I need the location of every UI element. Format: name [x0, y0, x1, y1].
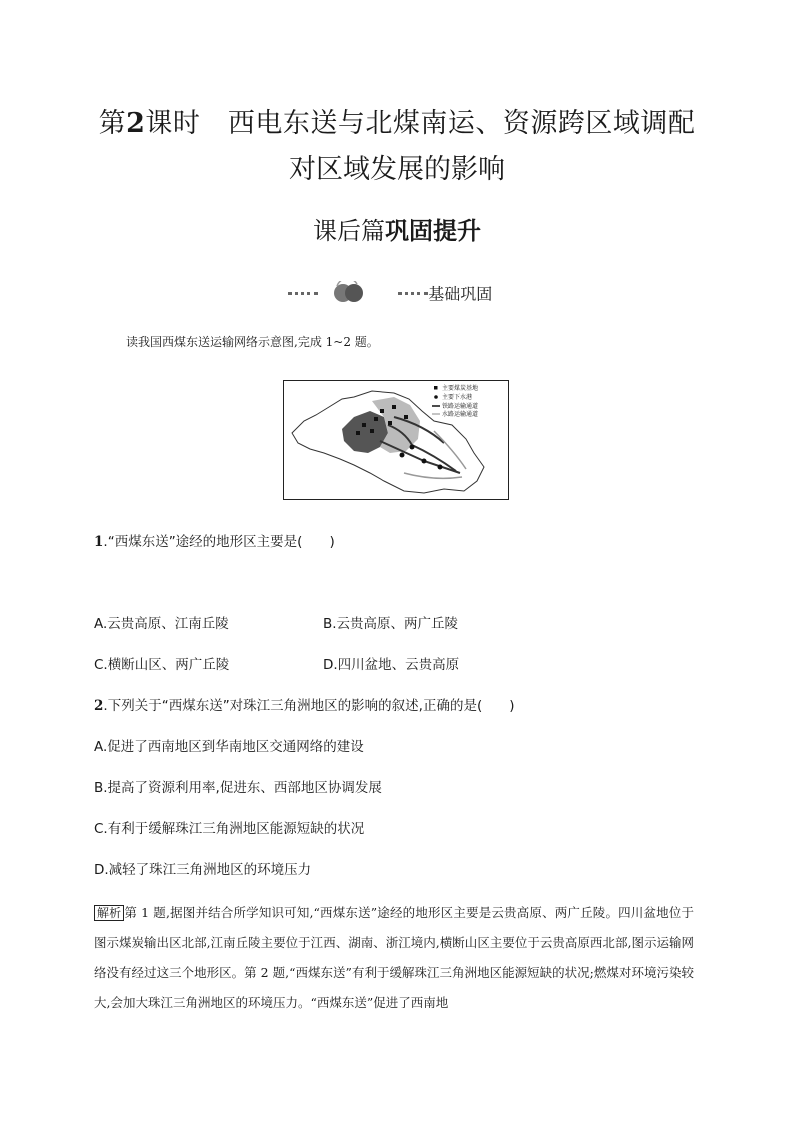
subtitle-plain: 课后篇 [313, 217, 385, 245]
circles-icon [327, 281, 371, 305]
analysis-text: 第 1 题,据图并结合所学知识可知,“西煤东送”途经的地形区主要是云贵高原、两广丘陵。四川盆地位于图示煤炭输出区北部,江南丘陵主要位于江西、湖南、浙江境内,横断山区主要位于云贵高原西北部,图示运输网络没有经过这三个地形区。第 2 题,“西煤东送”有利于缓解珠江三角洲地区能源短缺的状况;燃煤对环境污染较大,会加大珠江三角洲地区的环境压力。“西煤东送”促进了西南地 [94, 905, 694, 1010]
q1-option-d: D.四川盆地、云贵高原 [323, 657, 460, 673]
lesson-prefix: 第 [98, 108, 127, 139]
subtitle-bold: 巩固提升 [385, 217, 481, 245]
intro-text: 读我国西煤东送运输网络示意图,完成 1~2 题。 [126, 335, 379, 349]
dotted-divider-left [288, 292, 318, 295]
map-legend [432, 384, 478, 418]
page-title-line2: 对区域发展的影响 [289, 154, 505, 185]
question-2-stem [94, 696, 515, 716]
legend-water: 水路运输通道 [442, 411, 479, 418]
page-subtitle [0, 213, 794, 249]
q1-option-c: C.横断山区、两广丘陵 [94, 657, 230, 673]
page-title-line1 [0, 104, 794, 144]
q2-option-b: B.提高了资源利用率,促进东、西部地区协调发展 [94, 780, 382, 796]
q1-option-a: A.云贵高原、江南丘陵 [94, 616, 229, 632]
question-2-text: .下列关于“西煤东送”对珠江三角洲地区的影响的叙述,正确的是( ) [103, 698, 515, 714]
q2-option-c: C.有利于缓解珠江三角洲地区能源短缺的状况 [94, 821, 365, 837]
section-header [288, 281, 518, 305]
question-1-text: .“西煤东送”途经的地形区主要是( ) [103, 534, 335, 550]
legend-coal-base: 主要煤炭基地 [442, 385, 479, 392]
lesson-suffix: 课时 [145, 108, 201, 139]
analysis-tag: 解析 [94, 905, 124, 921]
question-2-number: 2 [94, 698, 104, 714]
section-label: 基础巩固 [428, 284, 493, 304]
map-graphic [284, 381, 507, 498]
lesson-number: 2 [126, 108, 146, 139]
q1-option-b: B.云贵高原、两广丘陵 [323, 616, 459, 632]
dotted-divider-right [398, 292, 428, 295]
coal-transport-map [283, 380, 509, 500]
legend-rail: 铁路运输通道 [442, 403, 479, 410]
question-1-number: 1 [94, 534, 104, 550]
question-1-stem [94, 532, 335, 552]
title-text-line1: 西电东送与北煤南运、资源跨区域调配 [227, 108, 696, 139]
q2-option-d: D.减轻了珠江三角洲地区的环境压力 [94, 862, 312, 878]
q2-option-a: A.促进了西南地区到华南地区交通网络的建设 [94, 739, 364, 755]
analysis-block [94, 898, 694, 1018]
legend-port: 主要下水港 [442, 394, 473, 401]
